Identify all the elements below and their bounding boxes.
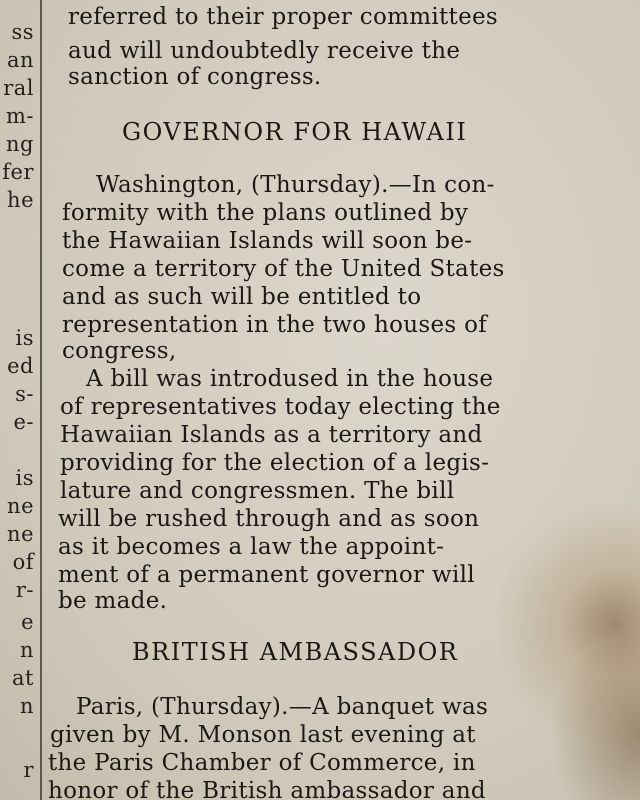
column-rule xyxy=(40,0,42,800)
article-line: providing for the election of a legis- xyxy=(60,450,490,476)
adjacent-column-fragment: fer xyxy=(2,160,34,184)
article-line: formity with the plans outlined by xyxy=(62,200,469,226)
article-line: Paris, (Thursday).—A banquet was xyxy=(76,694,489,720)
headline-governor-for-hawaii: GOVERNOR FOR HAWAII xyxy=(122,118,468,146)
adjacent-column-fragment: s- xyxy=(15,382,34,406)
adjacent-column-fragment: ral xyxy=(3,76,34,100)
previous-article-line: referred to their proper committees xyxy=(68,4,499,30)
article-line: and as such will be entitled to xyxy=(62,284,422,310)
adjacent-column-fragment: is xyxy=(15,466,34,490)
adjacent-column-fragment: m- xyxy=(5,104,34,128)
article-line: given by M. Monson last evening at xyxy=(50,722,476,748)
adjacent-column-fragment: is xyxy=(15,326,34,350)
adjacent-column-fragment: ne xyxy=(7,494,34,518)
article-line: will be rushed through and as soon xyxy=(58,506,480,532)
article-line: honor of the British ambassador and xyxy=(48,778,486,800)
adjacent-column-fragment: r xyxy=(23,758,34,782)
adjacent-column-fragment: ed xyxy=(7,354,34,378)
adjacent-column-fragment: e xyxy=(21,610,34,634)
article-line: be made. xyxy=(58,588,168,614)
adjacent-column-fragment: r- xyxy=(15,578,34,602)
adjacent-column-fragment: an xyxy=(6,48,34,72)
adjacent-column-fragment: he xyxy=(7,188,34,212)
adjacent-column-fragment: ng xyxy=(6,132,34,156)
article-column xyxy=(46,0,606,800)
article-line: of representatives today electing the xyxy=(60,394,501,420)
article-line: come a territory of the United States xyxy=(62,256,505,282)
article-line: ment of a permanent governor will xyxy=(58,562,475,588)
adjacent-column-fragment: n xyxy=(19,638,34,662)
article-line: the Paris Chamber of Commerce, in xyxy=(48,750,476,776)
article-line: congress, xyxy=(62,338,177,364)
adjacent-column-fragment: n xyxy=(19,694,34,718)
article-line: Washington, (Thursday).—In con- xyxy=(96,172,495,198)
headline-british-ambassador: BRITISH AMBASSADOR xyxy=(132,638,459,666)
article-line: as it becomes a law the appoint- xyxy=(58,534,445,560)
adjacent-column-fragment: at xyxy=(12,666,34,690)
article-line: A bill was introdused in the house xyxy=(86,366,494,392)
adjacent-column-fragment: ne xyxy=(7,522,34,546)
previous-article-line: aud will undoubtedly receive the xyxy=(68,38,461,64)
adjacent-column-fragment: of xyxy=(12,550,34,574)
adjacent-column-fragment: ss xyxy=(11,20,34,44)
article-line: the Hawaiian Islands will soon be- xyxy=(62,228,473,254)
adjacent-column-fragment: e- xyxy=(13,410,34,434)
adjacent-column xyxy=(0,0,36,800)
article-line: representation in the two houses of xyxy=(62,312,488,338)
article-line: Hawaiian Islands as a territory and xyxy=(60,422,483,448)
previous-article-line: sanction of congress. xyxy=(68,64,322,90)
article-line: lature and congressmen. The bill xyxy=(60,478,455,504)
